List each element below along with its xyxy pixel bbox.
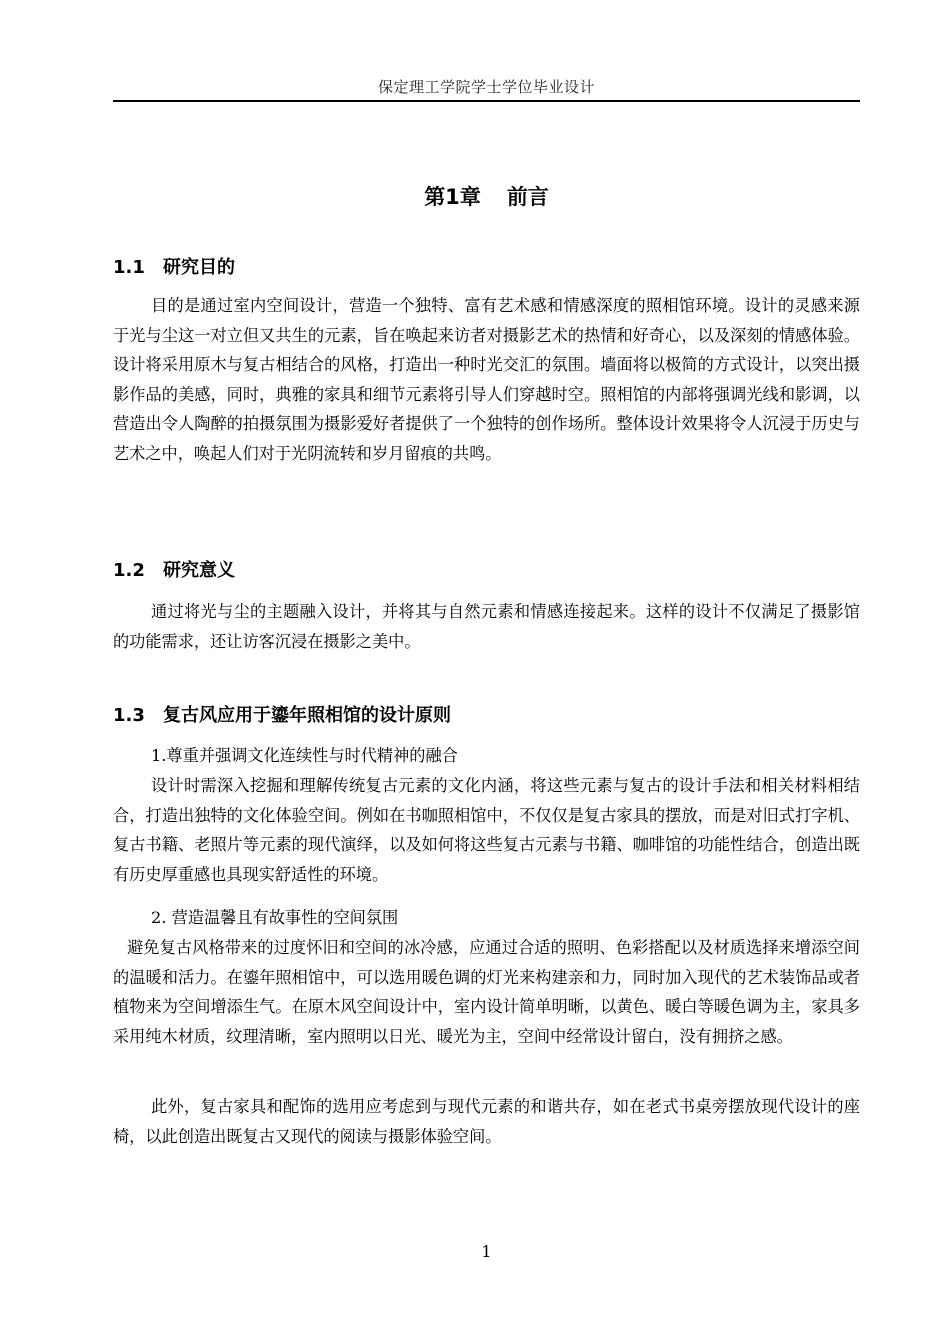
section-heading-1-2	[113, 556, 235, 582]
section-title: 复古风应用于鎏年照相馆的设计原则	[163, 705, 451, 726]
section-1-1-paragraph: 目的是通过室内空间设计，营造一个独特、富有艺术感和情感深度的照相馆环境。设计的灵感来源于光与尘这一对立但又共生的元素，旨在唤起来访者对摄影艺术的热情和好奇心，以及深刻的情感体验。设计将采用原木与复古相结合的风格，打造出一种时光交汇的氛围。墙面将以极简的方式设计，以突出摄影作品的美感，同时，典雅的家具和细节元素将引导人们穿越时空。照相馆的内部将强调光线和影调，以营造出令人陶醉的拍摄氛围为摄影爱好者提供了一个独特的创作场所。整体设计效果将令人沉浸于历史与艺术之中，唤起人们对于光阴流转和岁月留痕的共鸣。	[113, 296, 860, 463]
running-header: 保定理工学院学士学位毕业设计	[377, 78, 595, 96]
principle-item-2: 2. 营造温馨且有故事性的空间氛围	[151, 908, 399, 927]
principle-1-paragraph: 设计时需深入挖掘和理解传统复古元素的文化内涵，将这些元素与复古的设计手法和相关材料相结合，打造出独特的文化体验空间。例如在书咖照相馆中，不仅仅是复古家具的摆放，而是对旧式打字机、复古书籍、老照片等元素的现代演绎，以及如何将这些复古元素与书籍、咖啡馆的功能性结合，创造出既有历史厚重感也具现实舒适性的环境。	[113, 776, 860, 884]
section-heading-1-1	[113, 253, 235, 279]
principle-item-1: 1.尊重并强调文化连续性与时代精神的融合	[151, 746, 458, 765]
section-heading-1-3	[113, 701, 451, 727]
header-rule	[113, 100, 860, 102]
chapter-name: 前言	[506, 185, 549, 209]
section-number: 1.1	[113, 257, 145, 278]
section-number: 1.3	[113, 705, 145, 726]
chapter-number: 第1章	[424, 185, 481, 209]
closing-paragraph: 此外，复古家具和配饰的选用应考虑到与现代元素的和谐共存，如在老式书桌旁摆放现代设计的座椅，以此创造出既复古又现代的阅读与摄影体验空间。	[113, 1097, 860, 1146]
section-title: 研究目的	[163, 257, 235, 278]
chapter-title	[113, 181, 860, 211]
principle-2-paragraph: 避免复古风格带来的过度怀旧和空间的冰冷感，应通过合适的照明、色彩搭配以及材质选择来增添空间的温暖和活力。在鎏年照相馆中，可以选用暖色调的灯光来构建亲和力，同时加入现代的艺术装饰品或者植物来为空间增添生气。在原木风空间设计中，室内设计简单明晰，以黄色、暖白等暖色调为主，家具多采用纯木材质，纹理清晰，室内照明以日光、暖光为主，空间中经常设计留白，没有拥挤之感。	[113, 938, 860, 1046]
section-1-2-paragraph: 通过将光与尘的主题融入设计，并将其与自然元素和情感连接起来。这样的设计不仅满足了摄影馆的功能需求，还让访客沉浸在摄影之美中。	[113, 602, 860, 651]
section-number: 1.2	[113, 560, 145, 581]
section-title: 研究意义	[163, 560, 235, 581]
page-number: 1	[481, 1242, 492, 1261]
